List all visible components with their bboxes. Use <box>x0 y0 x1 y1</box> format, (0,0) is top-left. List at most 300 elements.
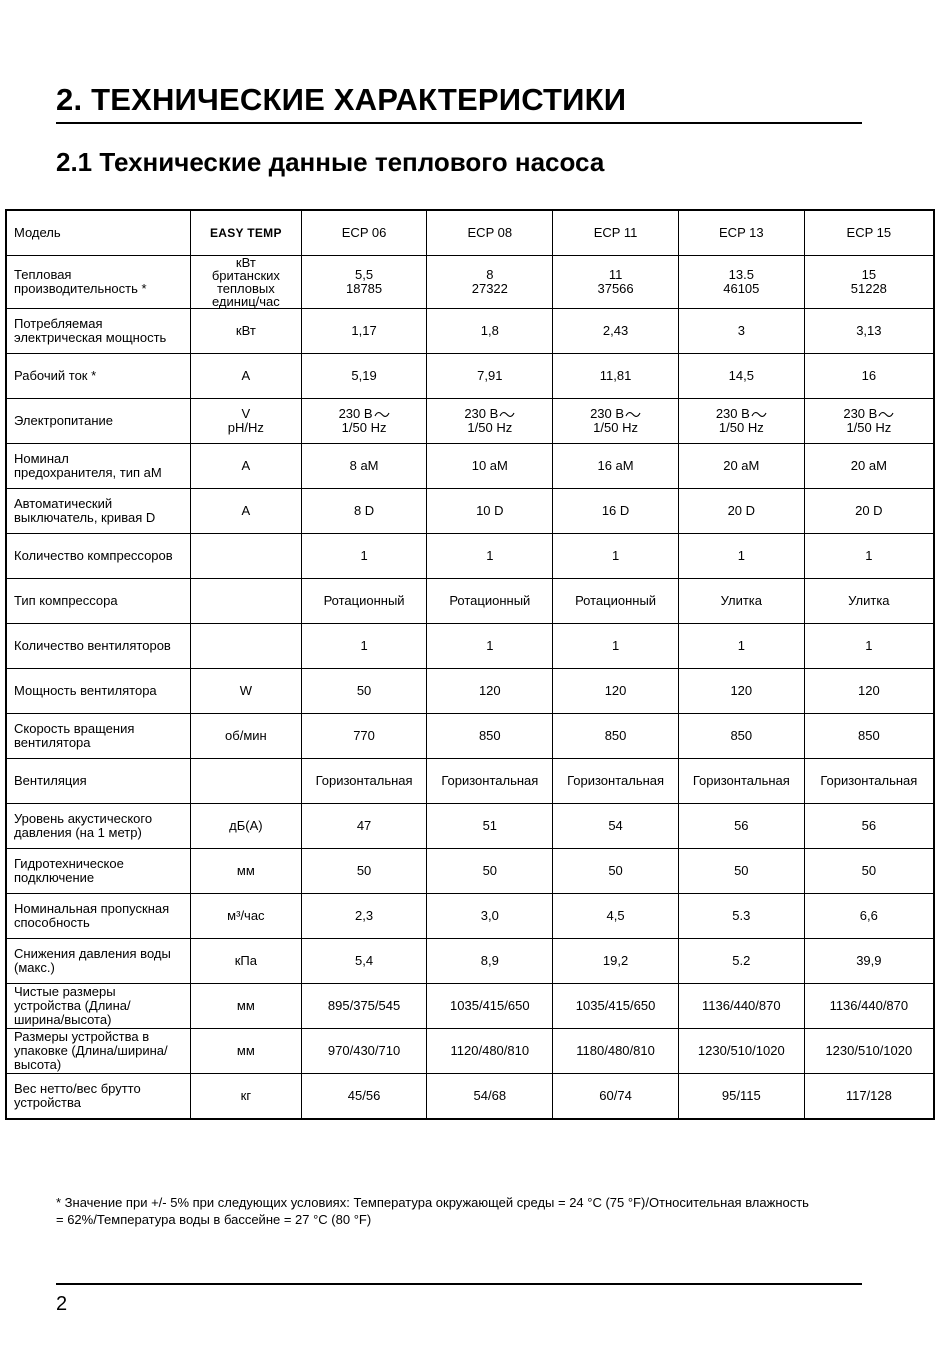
value-cell <box>678 1029 804 1074</box>
value-text: 770 <box>353 728 375 743</box>
parameter-line: Вентиляция <box>14 773 87 788</box>
table-row <box>6 489 934 534</box>
value-cell <box>804 804 934 849</box>
ac-symbol-icon <box>751 410 767 419</box>
value-line <box>679 421 804 435</box>
value-line <box>805 684 933 698</box>
unit-line: pH/Hz <box>227 420 264 435</box>
unit-line: кг <box>240 1088 252 1103</box>
parameter-name <box>6 759 191 804</box>
value-text: 1035/415/650 <box>450 998 530 1013</box>
parameter-line: Скорость вращения <box>14 721 135 736</box>
unit-line: кПа <box>234 953 257 968</box>
value-cell <box>804 256 934 309</box>
unit <box>191 534 302 579</box>
value-cell <box>804 489 934 534</box>
value-text: Горизонтальная <box>820 773 918 788</box>
value-text: 1230/510/1020 <box>697 1043 785 1058</box>
parameter-line: Размеры устройства в <box>14 1029 150 1044</box>
value-cell <box>678 984 804 1029</box>
value-cell <box>678 804 804 849</box>
parameter-line: подключение <box>14 870 95 885</box>
value-line <box>302 684 427 698</box>
value-text: 1 <box>360 638 368 653</box>
value-text: 3,13 <box>856 323 882 338</box>
value-cell <box>301 984 427 1029</box>
parameter-line: давления (на 1 метр) <box>14 825 142 840</box>
value-line <box>553 268 678 282</box>
parameter-name <box>6 354 191 399</box>
model-header: ECP 13 <box>678 210 804 256</box>
value-text: 1/50 Hz <box>593 420 638 435</box>
table-row <box>6 256 934 309</box>
value-line <box>679 324 804 338</box>
parameter-line: Номинальная пропускная <box>14 901 170 916</box>
value-text: 20 D <box>855 503 883 518</box>
unit <box>191 579 302 624</box>
value-line <box>805 504 933 518</box>
value-cell <box>553 804 679 849</box>
value-cell <box>301 444 427 489</box>
value-line <box>302 324 427 338</box>
value-cell <box>553 939 679 984</box>
value-text: 19,2 <box>602 953 629 968</box>
value-text: 120 <box>857 683 880 698</box>
parameter-line: способность <box>14 915 90 930</box>
value-line <box>427 369 552 383</box>
spec-table <box>5 209 935 1120</box>
value-text: 1136/440/870 <box>702 998 781 1013</box>
parameter-line: выключатель, кривая D <box>14 510 156 525</box>
value-text: 50 <box>734 863 749 878</box>
value-line <box>805 864 933 878</box>
unit <box>191 939 302 984</box>
parameter-name <box>6 1074 191 1120</box>
value-cell <box>427 939 553 984</box>
value-line <box>805 324 933 338</box>
value-line <box>302 819 427 833</box>
value-text: 2,3 <box>355 908 374 923</box>
parameter-name <box>6 804 191 849</box>
value-text: 5,5 <box>355 267 374 282</box>
model-header: ECP 06 <box>301 210 427 256</box>
value-line <box>553 864 678 878</box>
parameter-line: Номинал <box>14 451 69 466</box>
value-cell <box>678 759 804 804</box>
value-text: 47 <box>356 818 372 833</box>
value-text: 230 В <box>464 406 499 421</box>
value-cell <box>427 256 553 309</box>
unit <box>191 1074 302 1120</box>
value-line <box>302 421 427 435</box>
value-line <box>553 909 678 923</box>
table-row <box>6 669 934 714</box>
value-cell <box>804 579 934 624</box>
subsection-heading: 2.1 Технические данные теплового насоса <box>56 147 605 177</box>
value-text: 8 D <box>353 503 375 518</box>
value-line <box>302 1089 427 1103</box>
parameter-name <box>6 624 191 669</box>
unit <box>191 309 302 354</box>
value-cell <box>678 714 804 759</box>
value-line <box>553 639 678 653</box>
value-line <box>679 639 804 653</box>
ac-symbol-icon <box>625 410 641 419</box>
value-text: 3,0 <box>480 908 499 923</box>
parameter-name <box>6 579 191 624</box>
unit <box>191 624 302 669</box>
parameter-line: устройства <box>14 1095 81 1110</box>
value-line <box>553 819 678 833</box>
value-text: 120 <box>730 683 753 698</box>
value-text: 1230/510/1020 <box>825 1043 913 1058</box>
parameter-line: ширина/высота) <box>14 1012 112 1027</box>
parameter-line: Чистые размеры <box>14 984 116 999</box>
unit-line: A <box>241 503 251 518</box>
value-cell <box>301 759 427 804</box>
unit <box>191 256 302 309</box>
parameter-name <box>6 1029 191 1074</box>
value-cell <box>427 804 553 849</box>
value-line <box>427 1089 552 1103</box>
value-line <box>553 407 678 421</box>
value-text: 20 aM <box>850 458 887 473</box>
value-text: 50 <box>356 863 372 878</box>
value-cell <box>301 804 427 849</box>
value-text: 15 <box>861 267 877 282</box>
value-cell <box>427 894 553 939</box>
value-text: 1,8 <box>480 323 499 338</box>
value-text: Горизонтальная <box>441 773 539 788</box>
value-cell <box>301 579 427 624</box>
value-cell <box>553 894 679 939</box>
value-line <box>427 282 552 296</box>
value-text: Ротационный <box>323 593 405 608</box>
unit <box>191 714 302 759</box>
value-text: 51228 <box>850 281 887 296</box>
parameter-line: Количество компрессоров <box>14 548 173 563</box>
value-cell <box>301 1074 427 1120</box>
value-line <box>553 369 678 383</box>
value-text: 1/50 Hz <box>846 420 892 435</box>
value-text: 10 D <box>476 503 504 518</box>
value-text: 5,4 <box>355 953 374 968</box>
value-text: Горизонтальная <box>567 773 665 788</box>
value-text: 850 <box>730 728 753 743</box>
value-line <box>427 729 552 743</box>
value-line <box>679 1089 804 1103</box>
value-text: 8,9 <box>480 953 499 968</box>
value-line <box>302 459 427 473</box>
value-line <box>679 459 804 473</box>
value-cell <box>553 309 679 354</box>
value-text: 56 <box>861 818 877 833</box>
value-line <box>553 1044 678 1058</box>
value-cell <box>804 849 934 894</box>
value-cell <box>553 256 679 309</box>
value-text: Ротационный <box>449 593 531 608</box>
value-line <box>679 909 804 923</box>
value-text: 7,91 <box>477 368 503 383</box>
header-model-label: Модель <box>6 210 191 256</box>
value-cell <box>301 894 427 939</box>
value-cell <box>427 309 553 354</box>
value-line <box>805 549 933 563</box>
value-text: 8 aM <box>349 458 379 473</box>
value-text: 51 <box>482 818 498 833</box>
value-line <box>679 729 804 743</box>
value-text: 16 aM <box>597 458 634 473</box>
value-line <box>679 407 804 421</box>
value-cell <box>553 489 679 534</box>
parameter-name <box>6 256 191 309</box>
value-text: 230 В <box>843 406 878 421</box>
value-line <box>302 729 427 743</box>
unit <box>191 489 302 534</box>
value-cell <box>804 1029 934 1074</box>
value-line <box>302 407 427 421</box>
value-text: 120 <box>604 683 627 698</box>
value-cell <box>427 579 553 624</box>
value-line <box>679 369 804 383</box>
value-line <box>679 594 804 608</box>
value-line <box>427 864 552 878</box>
value-text: 230 В <box>590 406 625 421</box>
value-text: 3 <box>737 323 745 338</box>
value-text: Ротационный <box>575 593 657 608</box>
value-text: 120 <box>478 683 501 698</box>
value-cell <box>301 354 427 399</box>
parameter-line: производительность * <box>14 281 147 296</box>
value-line <box>302 282 427 296</box>
value-cell <box>427 1074 553 1120</box>
table-row <box>6 849 934 894</box>
value-cell <box>678 849 804 894</box>
parameter-name <box>6 714 191 759</box>
value-line <box>427 594 552 608</box>
value-text: 5,19 <box>351 368 377 383</box>
value-cell <box>301 939 427 984</box>
value-text: Горизонтальная <box>692 773 790 788</box>
value-line <box>553 504 678 518</box>
value-line <box>805 421 933 435</box>
value-line <box>302 639 427 653</box>
parameter-line: Электропитание <box>14 413 113 428</box>
value-cell <box>427 1029 553 1074</box>
value-text: 1 <box>737 638 745 653</box>
value-line <box>553 954 678 968</box>
value-cell <box>301 1029 427 1074</box>
value-cell <box>553 579 679 624</box>
parameter-line: устройства (Длина/ <box>14 998 131 1013</box>
value-text: 4,5 <box>606 908 625 923</box>
value-cell <box>427 354 553 399</box>
value-text: 230 В <box>715 406 750 421</box>
value-cell <box>553 444 679 489</box>
table-row <box>6 624 934 669</box>
value-cell <box>678 309 804 354</box>
value-line <box>427 819 552 833</box>
value-cell <box>427 714 553 759</box>
table-row <box>6 399 934 444</box>
parameter-line: Вес нетто/вес брутто <box>14 1081 141 1096</box>
value-text: 13.5 <box>728 267 754 282</box>
parameter-name <box>6 669 191 714</box>
parameter-name <box>6 444 191 489</box>
parameter-line: Рабочий ток * <box>14 368 97 383</box>
value-text: 14,5 <box>728 368 754 383</box>
parameter-line: предохранителя, тип aM <box>14 465 162 480</box>
value-cell <box>804 624 934 669</box>
value-text: 1035/415/650 <box>575 998 656 1013</box>
value-cell <box>804 399 934 444</box>
value-line <box>427 407 552 421</box>
value-cell <box>804 894 934 939</box>
value-text: 5.2 <box>732 953 751 968</box>
unit <box>191 354 302 399</box>
value-line <box>302 504 427 518</box>
parameter-line: Мощность вентилятора <box>14 683 157 698</box>
value-cell <box>553 714 679 759</box>
value-line <box>679 684 804 698</box>
value-cell <box>678 534 804 579</box>
parameter-line: Снижения давления воды <box>14 946 171 961</box>
value-text: 850 <box>604 728 627 743</box>
value-text: 850 <box>478 728 501 743</box>
value-cell <box>427 399 553 444</box>
value-text: 46105 <box>723 281 760 296</box>
table-row <box>6 894 934 939</box>
value-cell <box>804 309 934 354</box>
value-text: 1,17 <box>351 323 377 338</box>
value-line <box>679 864 804 878</box>
value-text: 27322 <box>471 281 508 296</box>
value-text: 1 <box>486 548 494 563</box>
value-text: 20 D <box>727 503 756 518</box>
value-text: 60/74 <box>599 1088 632 1103</box>
value-text: 50 <box>861 863 877 878</box>
value-line <box>553 1089 678 1103</box>
value-text: 16 D <box>601 503 630 518</box>
value-line <box>805 729 933 743</box>
unit-line: W <box>239 683 252 698</box>
value-text: 50 <box>356 683 372 698</box>
value-cell <box>301 489 427 534</box>
parameter-name <box>6 849 191 894</box>
value-cell <box>678 444 804 489</box>
value-text: 8 <box>486 267 494 282</box>
value-cell <box>553 759 679 804</box>
value-line <box>679 819 804 833</box>
value-cell <box>678 354 804 399</box>
unit-line: единиц/час <box>211 294 280 309</box>
unit <box>191 759 302 804</box>
brand-label: EASY TEMP <box>191 210 302 256</box>
table-row <box>6 984 934 1029</box>
value-text: 970/430/710 <box>327 1043 401 1058</box>
section-heading: 2. ТЕХНИЧЕСКИЕ ХАРАКТЕРИСТИКИ <box>56 82 862 124</box>
value-text: 1 <box>865 548 873 563</box>
value-line <box>805 282 933 296</box>
value-cell <box>301 669 427 714</box>
model-header: ECP 15 <box>804 210 934 256</box>
value-cell <box>553 1074 679 1120</box>
value-text: 1 <box>486 638 494 653</box>
unit-line: мм <box>236 998 255 1013</box>
unit-line: A <box>241 458 251 473</box>
table-header-row <box>6 210 934 256</box>
value-text: 37566 <box>597 281 634 296</box>
bottom-rule <box>56 1283 862 1285</box>
value-text: 45/56 <box>347 1088 381 1103</box>
value-cell <box>427 444 553 489</box>
unit-line: кВт <box>235 323 256 338</box>
parameter-line: Количество вентиляторов <box>14 638 171 653</box>
unit-line: м³/час <box>227 908 265 923</box>
unit-line: тепловых <box>216 281 275 296</box>
parameter-name <box>6 939 191 984</box>
value-line <box>805 407 933 421</box>
value-line <box>679 268 804 282</box>
value-line <box>302 954 427 968</box>
spec-table-body <box>6 210 934 1119</box>
unit-line: мм <box>236 1043 255 1058</box>
value-line <box>427 1044 552 1058</box>
value-line <box>805 1089 933 1103</box>
value-line <box>302 774 427 788</box>
unit-line: британских <box>211 268 280 283</box>
value-text: 1120/480/810 <box>450 1043 530 1058</box>
value-text: 50 <box>482 863 498 878</box>
table-row <box>6 714 934 759</box>
value-cell <box>553 624 679 669</box>
value-line <box>805 268 933 282</box>
value-text: 895/375/545 <box>327 998 401 1013</box>
value-line <box>302 999 427 1013</box>
table-row <box>6 444 934 489</box>
value-cell <box>804 444 934 489</box>
value-line <box>302 369 427 383</box>
value-line <box>427 909 552 923</box>
value-cell <box>427 489 553 534</box>
value-line <box>302 1044 427 1058</box>
value-cell <box>553 669 679 714</box>
value-text: 39,9 <box>856 953 882 968</box>
value-line <box>553 774 678 788</box>
value-cell <box>553 984 679 1029</box>
value-line <box>679 549 804 563</box>
table-row <box>6 579 934 624</box>
parameter-line: Уровень акустического <box>14 811 153 826</box>
value-cell <box>553 1029 679 1074</box>
value-line <box>427 324 552 338</box>
model-header: ECP 08 <box>427 210 553 256</box>
value-text: 1180/480/810 <box>576 1043 655 1058</box>
model-header: ECP 11 <box>553 210 679 256</box>
value-cell <box>301 714 427 759</box>
value-line <box>302 268 427 282</box>
value-line <box>553 421 678 435</box>
value-line <box>427 268 552 282</box>
unit-line: V <box>241 406 251 421</box>
value-text: 5.3 <box>732 908 751 923</box>
value-cell <box>427 534 553 579</box>
value-text: 2,43 <box>602 323 629 338</box>
value-cell <box>427 759 553 804</box>
parameter-line: электрическая мощность <box>14 330 167 345</box>
table-row <box>6 309 934 354</box>
value-cell <box>678 624 804 669</box>
